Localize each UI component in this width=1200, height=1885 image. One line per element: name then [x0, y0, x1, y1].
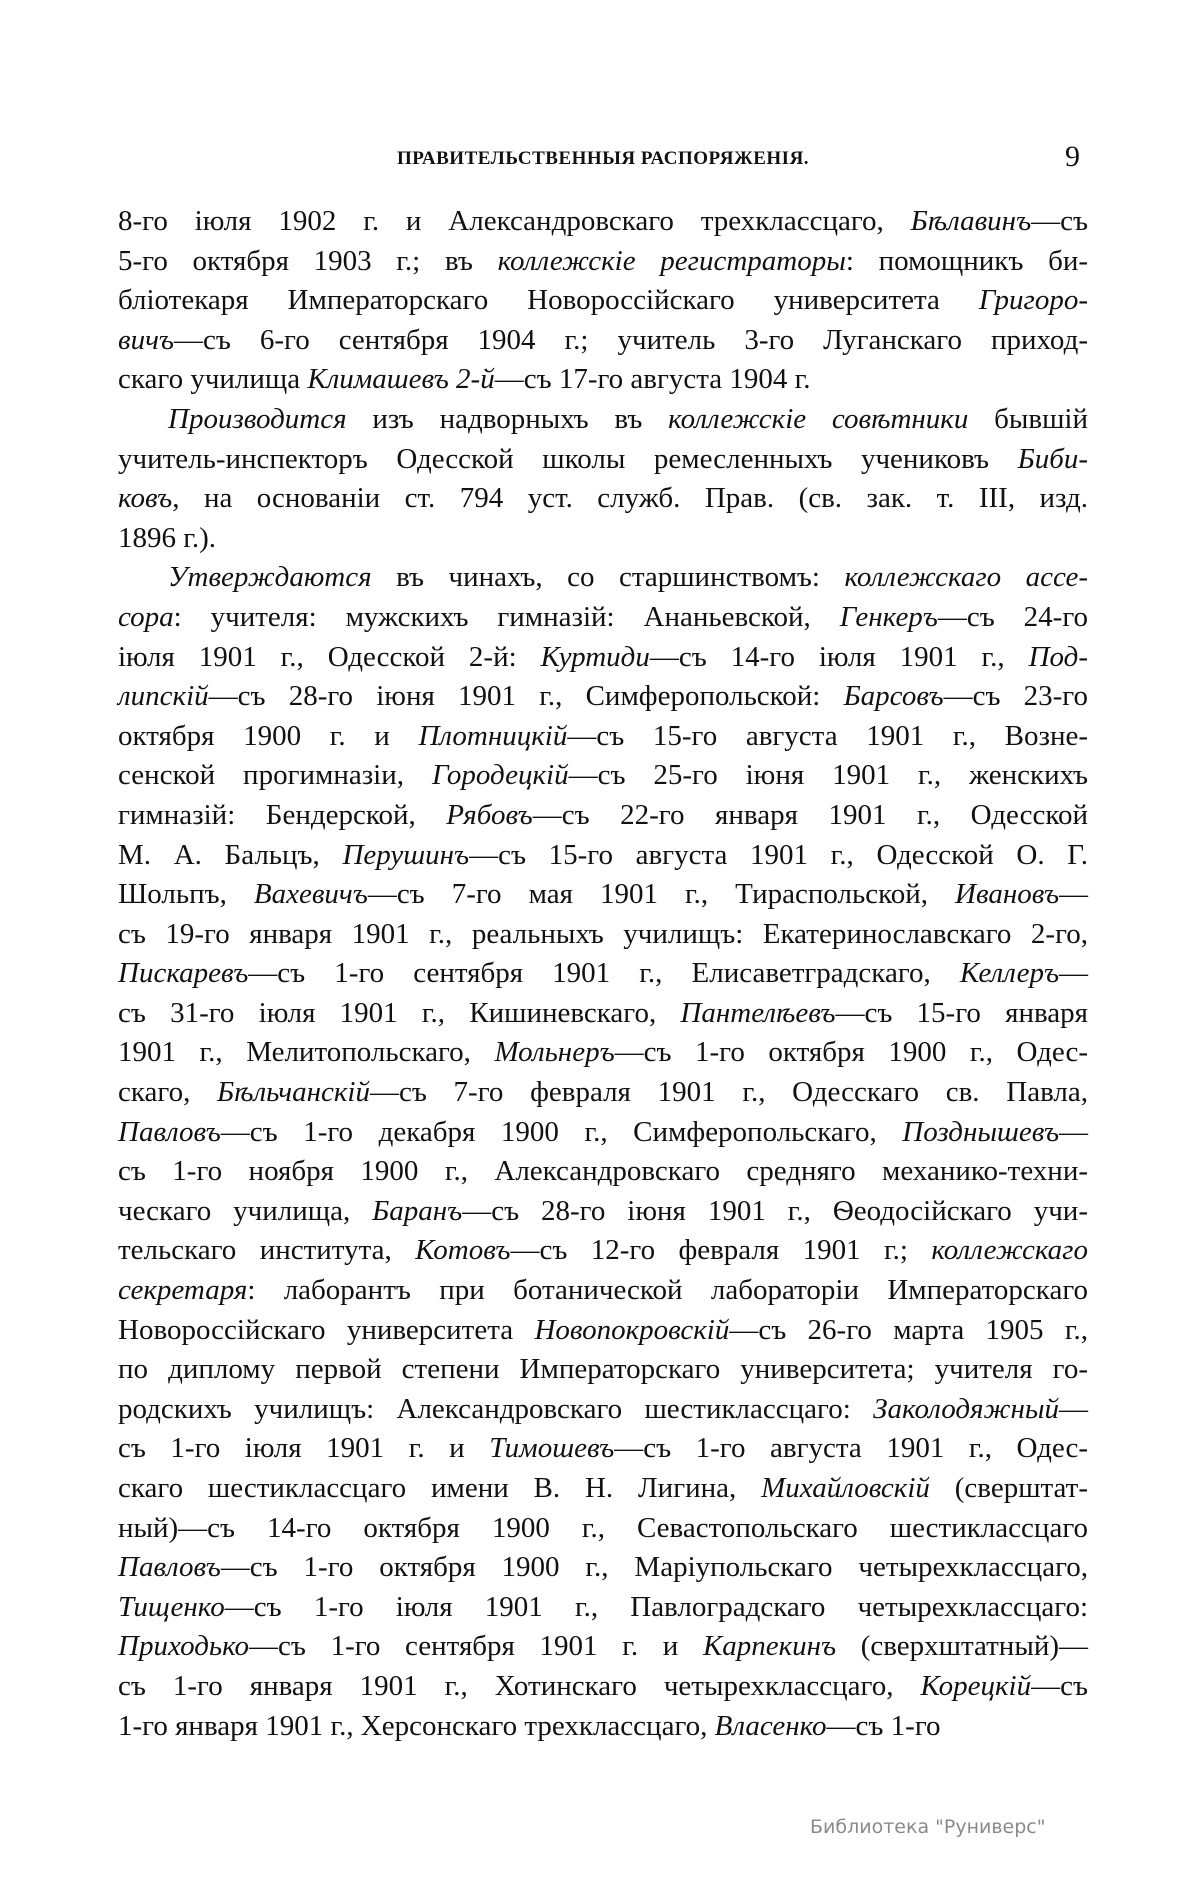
- text-line: [118, 479, 1088, 519]
- italic-segment: липскій: [118, 680, 209, 713]
- text-line: [118, 1033, 1088, 1073]
- text-segment: —съ 12-го февраля 1901 г.;: [510, 1234, 932, 1267]
- text-line: [118, 440, 1088, 480]
- italic-segment: Перушинъ: [342, 838, 470, 871]
- italic-segment: Барсовъ: [843, 680, 944, 713]
- text-segment: —съ: [1031, 1669, 1088, 1702]
- text-segment: Шольпъ,: [118, 878, 254, 911]
- text-segment: ческаго училища,: [118, 1194, 373, 1227]
- italic-segment: коллежскаго: [931, 1234, 1088, 1267]
- text-segment: : лаборантъ при ботанической лабораторіи Императорскаго: [247, 1274, 1088, 1307]
- italic-segment: Тищенко: [118, 1590, 225, 1623]
- text-line: [118, 598, 1088, 638]
- text-segment: съ 1-го января 1901 г., Хотинскаго четырехклассцаго,: [118, 1669, 921, 1702]
- text-segment: —съ 1-го октября 1900 г., Одес-: [614, 1036, 1088, 1069]
- text-line: [118, 915, 1088, 955]
- text-segment: (сверхштатный)—: [836, 1630, 1088, 1663]
- text-line: [118, 1350, 1088, 1390]
- text-line: [118, 1311, 1088, 1351]
- text-segment: тельскаго института,: [118, 1234, 416, 1267]
- page-header: [118, 140, 1088, 176]
- italic-segment: Позднышевъ: [902, 1115, 1059, 1148]
- italic-segment: Григоро-: [978, 284, 1088, 317]
- text-segment: съ 1-го іюля 1901 г. и: [118, 1432, 490, 1465]
- text-segment: —съ 17-го августа 1904 г.: [494, 363, 811, 396]
- text-segment: —съ 7-го февраля 1901 г., Одесскаго св. Павла,: [369, 1076, 1088, 1109]
- text-line: [118, 1113, 1088, 1153]
- text-segment: —съ 1-го декабря 1900 г., Симферопольскаго,: [220, 1115, 903, 1148]
- page-number: 9: [1065, 140, 1080, 173]
- italic-segment: Ивановъ: [955, 878, 1060, 911]
- italic-segment: Бѣлавинъ: [910, 205, 1032, 237]
- text-line: [118, 1429, 1088, 1469]
- text-line: [118, 1231, 1088, 1271]
- italic-segment: Производится: [168, 402, 347, 435]
- italic-segment: Климашевъ 2-й: [307, 363, 495, 396]
- text-line: [118, 1073, 1088, 1113]
- text-line: [118, 1390, 1088, 1430]
- text-segment: —съ 1-го августа 1901 г., Одес-: [614, 1432, 1088, 1465]
- italic-segment: Пискаревъ: [118, 957, 249, 990]
- text-line: [118, 242, 1088, 282]
- text-segment: —съ 22-го января 1901 г., Одесской: [532, 798, 1088, 831]
- italic-segment: Городецкій: [431, 759, 569, 792]
- text-line: [118, 756, 1088, 796]
- italic-segment: Павловъ: [118, 1115, 221, 1148]
- italic-segment: сора: [118, 600, 174, 633]
- text-segment: —съ 15-го августа 1901 г., Одесской О. Г.: [469, 838, 1088, 871]
- text-segment: по диплому первой степени Императорскаго университета; учителя го-: [118, 1353, 1088, 1386]
- text-line: [118, 1707, 1088, 1747]
- text-segment: съ 31-го іюля 1901 г., Кишиневскаго,: [118, 996, 681, 1029]
- text-line: [118, 1271, 1088, 1311]
- text-segment: 8-го іюля 1902 г. и Александровскаго трехклассцаго,: [118, 205, 911, 237]
- text-segment: —съ 26-го марта 1905 г.,: [729, 1313, 1088, 1346]
- text-segment: —съ 1-го іюля 1901 г., Павлоградскаго четырехклассцаго:: [224, 1590, 1088, 1623]
- paragraph: [118, 558, 1088, 1746]
- italic-segment: Михайловскій: [761, 1472, 930, 1504]
- text-segment: —съ 28-го іюня 1901 г., Симферопольской:: [208, 680, 844, 713]
- italic-segment: Баранъ: [372, 1194, 463, 1227]
- text-segment: —съ 24-го: [937, 600, 1088, 633]
- text-line: [118, 717, 1088, 757]
- text-line: [118, 1627, 1088, 1667]
- text-segment: съ 19-го января 1901 г., реальныхъ училищъ: Екатеринославскаго 2-го,: [118, 917, 1088, 950]
- text-line: [118, 1192, 1088, 1232]
- text-line: [118, 558, 1088, 598]
- text-line: [118, 638, 1088, 678]
- text-segment: —съ 15-го августа 1901 г., Возне-: [567, 719, 1088, 752]
- italic-segment: ковъ: [118, 482, 173, 515]
- italic-segment: Приходько: [118, 1630, 250, 1663]
- italic-segment: Пантелѣевъ: [680, 996, 836, 1029]
- text-segment: —съ 1-го сентября 1901 г., Елисаветградскаго,: [248, 957, 960, 990]
- italic-segment: вичъ: [118, 323, 174, 356]
- italic-segment: Тимошевъ: [489, 1432, 615, 1465]
- text-segment: скаго шестиклассцаго имени В. Н. Лигина,: [118, 1472, 762, 1504]
- italic-segment: Бѣльчанскій: [217, 1076, 370, 1109]
- italic-segment: Утверждаются: [168, 561, 372, 594]
- italic-segment: Мольнеръ: [494, 1036, 615, 1069]
- italic-segment: Карпекинъ: [702, 1630, 837, 1663]
- italic-segment: Власенко: [714, 1709, 827, 1742]
- text-segment: —съ 6-го сентября 1904 г.; учитель 3-го Луганскаго приход-: [173, 323, 1088, 356]
- text-segment: —съ 14-го іюля 1901 г.,: [649, 640, 1029, 673]
- text-segment: въ чинахъ, со старшинствомъ:: [371, 561, 845, 594]
- text-line: [118, 677, 1088, 717]
- italic-segment: коллежскіе регистраторы: [497, 244, 846, 277]
- text-line: [118, 994, 1088, 1034]
- text-segment: —съ 25-го іюня 1901 г., женскихъ: [568, 759, 1088, 792]
- text-segment: 1901 г., Мелитопольскаго,: [118, 1036, 495, 1069]
- text-segment: —: [1059, 878, 1089, 911]
- library-watermark: Библиотека "Руниверс": [810, 1816, 1046, 1838]
- text-segment: —съ: [1031, 205, 1088, 237]
- italic-segment: Плотницкій: [418, 719, 568, 752]
- text-segment: —съ 15-го января: [835, 996, 1088, 1029]
- italic-segment: Рябовъ: [446, 798, 533, 831]
- italic-segment: Генкеръ: [839, 600, 938, 633]
- italic-segment: коллежскаго ассе-: [844, 561, 1088, 594]
- body-text: [118, 202, 1088, 1746]
- italic-segment: Вахевичъ: [253, 878, 368, 911]
- text-line: [118, 281, 1088, 321]
- text-line: [118, 1667, 1088, 1707]
- text-segment: —: [1059, 1392, 1088, 1425]
- text-line: [118, 1548, 1088, 1588]
- text-segment: М. А. Бальцъ,: [118, 838, 343, 871]
- italic-segment: Заколодяжный: [873, 1392, 1059, 1425]
- text-segment: —съ 28-го іюня 1901 г., Ѳеодосійскаго учи-: [462, 1194, 1088, 1227]
- running-title: ПРАВИТЕЛЬСТВЕННЫЯ РАСПОРЯЖЕНІЯ.: [396, 148, 810, 169]
- paragraph: [118, 400, 1088, 558]
- italic-segment: Келлеръ: [959, 957, 1059, 990]
- text-line: [118, 519, 1088, 559]
- text-segment: : помощникъ би-: [845, 244, 1089, 277]
- text-segment: учитель-инспекторъ Одесской школы ремесленныхъ учениковъ: [118, 442, 1018, 475]
- text-segment: ный)—съ 14-го октября 1900 г., Севастопольскаго шестиклассцаго: [118, 1511, 1088, 1544]
- text-segment: —съ 23-го: [943, 680, 1088, 713]
- paragraph: [118, 202, 1088, 400]
- text-segment: (сверштат-: [929, 1472, 1088, 1504]
- italic-segment: Новопокровскій: [534, 1313, 730, 1346]
- text-segment: —: [1059, 957, 1088, 990]
- text-segment: скаго,: [118, 1076, 218, 1109]
- text-segment: скаго училища: [118, 363, 308, 396]
- italic-segment: Биби-: [1017, 442, 1088, 475]
- text-line: [118, 1509, 1088, 1549]
- italic-segment: Куртиди: [540, 640, 650, 673]
- text-line: [118, 400, 1088, 440]
- text-line: [118, 321, 1088, 361]
- text-line: [118, 796, 1088, 836]
- text-segment: сенской прогимназіи,: [118, 759, 432, 792]
- italic-segment: коллежскіе совѣтники: [668, 402, 969, 435]
- text-segment: бывшій: [968, 402, 1088, 435]
- text-segment: родскихъ училищъ: Александровскаго шестиклассцаго:: [118, 1392, 874, 1425]
- italic-segment: Котовъ: [415, 1234, 511, 1267]
- text-segment: гимназій: Бендерской,: [118, 798, 447, 831]
- text-line: [118, 1588, 1088, 1628]
- text-line: [118, 875, 1088, 915]
- text-segment: 5-го октября 1903 г.; въ: [118, 244, 498, 277]
- text-segment: съ 1-го ноября 1900 г., Александровскаго средняго механико-техни-: [118, 1155, 1088, 1188]
- text-segment: бліотекаря Императорскаго Новороссійскаго университета: [118, 284, 979, 317]
- text-segment: іюля 1901 г., Одесской 2-й:: [118, 640, 541, 673]
- text-segment: —съ 1-го сентября 1901 г. и: [249, 1630, 703, 1663]
- italic-segment: Под-: [1028, 640, 1088, 673]
- text-segment: : учителя: мужскихъ гимназій: Ананьевской,: [173, 600, 840, 633]
- text-segment: —съ 7-го мая 1901 г., Тираспольской,: [367, 878, 956, 911]
- text-segment: октября 1900 г. и: [118, 719, 419, 752]
- text-segment: 1-го января 1901 г., Херсонскаго трехклассцаго,: [118, 1709, 715, 1742]
- text-segment: изъ надворныхъ въ: [346, 402, 669, 435]
- text-line: [118, 1152, 1088, 1192]
- text-segment: —: [1059, 1115, 1088, 1148]
- text-line: [118, 954, 1088, 994]
- text-segment: Новороссійскаго университета: [118, 1313, 535, 1346]
- text-segment: 1896 г.).: [118, 521, 217, 554]
- text-line: [118, 202, 1088, 242]
- text-segment: —съ 1-го: [826, 1709, 941, 1742]
- text-line: [118, 360, 1088, 400]
- italic-segment: секретаря: [118, 1274, 248, 1307]
- italic-segment: Корецкій: [920, 1669, 1032, 1702]
- text-line: [118, 836, 1088, 876]
- italic-segment: Павловъ: [118, 1551, 221, 1584]
- text-segment: —съ 1-го октября 1900 г., Маріупольскаго четырехклассцаго,: [220, 1551, 1088, 1584]
- text-segment: , на основаніи ст. 794 уст. служб. Прав. (св. зак. т. III, изд.: [172, 482, 1088, 515]
- text-line: [118, 1469, 1088, 1509]
